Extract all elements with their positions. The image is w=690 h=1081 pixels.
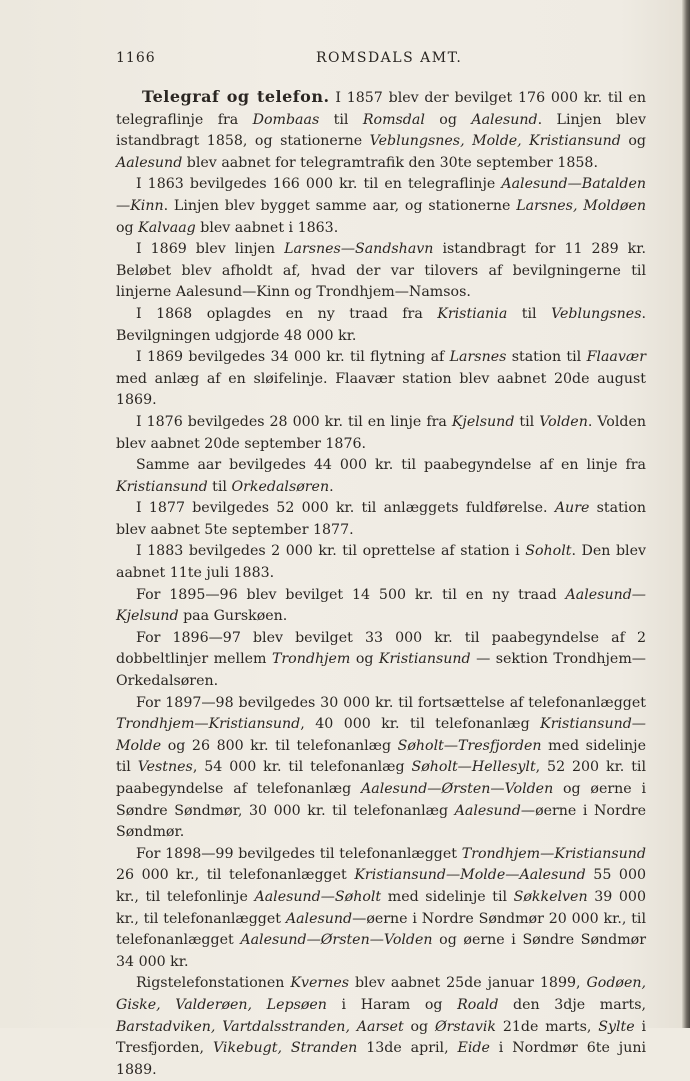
text-run: 13de april, xyxy=(357,1040,458,1057)
text-run: paa Gurskøen. xyxy=(178,608,288,625)
italic-place-name: Dombaas xyxy=(252,111,320,128)
text-run: i Nordmør 6te juni 1889. xyxy=(116,1040,647,1078)
text-run: 26 000 kr., til telefonanlægget xyxy=(116,867,355,884)
running-head: ROMSDALS AMT. xyxy=(316,50,463,66)
text-run: For 1897—98 bevilgedes 30 000 kr. til fortsættelse af telefonanlægget xyxy=(136,694,646,711)
italic-place-name: Aalesund xyxy=(454,802,521,819)
text-run: og 26 800 kr. til telefonanlæg xyxy=(161,737,398,754)
italic-place-name: Romsdal xyxy=(362,111,425,128)
italic-place-name: Kristiansund—Molde—Aalesund xyxy=(354,867,586,884)
paragraph xyxy=(116,412,646,455)
text-run: blev aabnet for telegramtrafik den 30te september 1858. xyxy=(182,154,598,171)
italic-place-name: Aalesund—Ørsten—Volden xyxy=(240,932,433,949)
text-run: med anlæg af en sløifelinje. Flaavær station blev aabnet 20de august 1869. xyxy=(116,370,646,409)
text-run: i Haram og xyxy=(326,996,458,1013)
text-run: . Den blev aabnet 11te juli 1883. xyxy=(116,543,646,582)
italic-place-name: Larsnes—Sandshavn xyxy=(284,241,434,258)
paragraph xyxy=(116,844,646,974)
italic-place-name: Aure xyxy=(554,500,590,517)
text-run: og øerne i Søndre Søndmør, 30 000 kr. til telefonanlæg xyxy=(116,781,646,819)
italic-place-name: Vestnes xyxy=(137,759,193,776)
paragraph xyxy=(116,86,646,174)
text-run: til xyxy=(207,478,232,495)
paragraph xyxy=(116,628,646,693)
text-run: , 52 200 kr. til paabegyndelse af telefonanlæg xyxy=(116,759,646,797)
text-run: . xyxy=(329,478,334,495)
italic-place-name: Sylte xyxy=(598,1018,635,1035)
text-run: I 1857 blev der bevilget 176 000 kr. til en telegraflinje fra xyxy=(116,90,646,128)
text-run: til xyxy=(319,111,363,128)
text-run: Rigstelefonstationen xyxy=(136,975,291,992)
text-run: og xyxy=(403,1018,435,1035)
text-run: . Linjen blev bygget samme aar, og stationerne xyxy=(163,197,517,214)
italic-place-name: Kjelsund xyxy=(451,413,515,430)
text-run: Samme aar bevilgedes 44 000 kr. til paabegyndelse af en linje fra xyxy=(136,457,646,474)
paragraph xyxy=(116,347,646,412)
italic-place-name: Søholt—Hellesylt xyxy=(411,759,536,776)
text-run: . Linjen blev istandbragt 1858, og stationerne xyxy=(116,111,646,150)
text-run: —øerne i Nordre Søndmør 20 000 kr., til telefonanlægget xyxy=(116,910,646,949)
text-run: istandbragt for 11 289 kr. Beløbet blev afholdt af, hvad der var tilovers af bevilgningerne til linjerne Aalesund—Kinn og Trondhjem—Namsos. xyxy=(116,241,646,301)
italic-place-name: Søkkelven xyxy=(513,888,588,905)
italic-place-name: Kristiansund xyxy=(116,478,208,495)
text-run: med sidelinje til xyxy=(116,737,646,776)
italic-place-name: Søholt—Tresfjorden xyxy=(397,737,542,754)
italic-place-name: Orkedalsøren xyxy=(231,478,330,495)
text-run: I 1868 oplagdes en ny traad fra xyxy=(136,305,438,322)
text-run: blev aabnet i 1863. xyxy=(195,219,339,236)
text-run: I 1869 bevilgedes 34 000 kr. til flytning af xyxy=(136,349,450,366)
text-run: 39 000 kr., til telefonanlægget xyxy=(116,888,646,927)
text-run: For 1896—97 blev bevilget 33 000 kr. til paabegyndelse af 2 dobbeltlinjer mellem xyxy=(116,629,646,668)
section-title: Telegraf og telefon. xyxy=(142,87,330,106)
italic-place-name: Kristiania xyxy=(437,305,508,322)
paragraph xyxy=(116,585,646,628)
text-run: — sektion Trondhjem—Orkedalsøren. xyxy=(116,651,646,690)
italic-place-name: Godøen, Giske, Valderøen, Lepsøen xyxy=(116,975,647,1013)
italic-place-name: Larsnes, Moldøen xyxy=(516,197,646,214)
italic-place-name: Kristiansund xyxy=(378,651,471,668)
paragraph xyxy=(116,304,646,347)
text-run: den 3dje marts, xyxy=(498,996,646,1013)
paragraph xyxy=(116,174,646,239)
page-header xyxy=(116,50,636,72)
paragraph xyxy=(116,541,646,584)
italic-place-name: Aalesund—Batalden—Kinn xyxy=(116,176,646,214)
italic-place-name: Soholt xyxy=(525,543,572,560)
italic-place-name: Trondhjem—Kristiansund xyxy=(461,845,646,862)
page-number: 1166 xyxy=(116,50,156,66)
italic-place-name: Veblungsnes, Molde, Kristiansund xyxy=(369,133,621,150)
body-text xyxy=(116,86,646,1081)
text-run: For 1898—99 bevilgedes til telefonanlægget xyxy=(136,845,462,862)
text-run: —øerne i Nordre Søndmør. xyxy=(116,802,647,841)
text-run: og xyxy=(424,111,472,128)
text-run: blev aabnet 25de januar 1899, xyxy=(349,975,587,992)
text-run: og øerne i Søndre Søndmør 34 000 kr. xyxy=(116,932,646,970)
italic-place-name: Kalvaag xyxy=(138,219,196,236)
italic-place-name: Barstadviken, Vartdalsstranden, Aarset xyxy=(116,1018,404,1035)
text-run: til xyxy=(507,305,552,322)
italic-place-name: Roald xyxy=(457,996,499,1013)
italic-place-name: Aalesund—Kjelsund xyxy=(116,586,646,625)
text-run: og xyxy=(116,219,139,236)
italic-place-name: Aalesund xyxy=(471,111,538,128)
italic-place-name: Kristiansund—Molde xyxy=(116,716,646,754)
italic-place-name: Vikebugt, Stranden xyxy=(212,1040,358,1057)
paragraph xyxy=(116,973,646,1081)
paragraph xyxy=(116,693,646,844)
italic-place-name: Ørstavik xyxy=(434,1018,496,1035)
text-run: I 1877 bevilgedes 52 000 kr. til anlæggets fuldførelse. xyxy=(136,500,555,517)
text-run: til xyxy=(514,413,540,430)
text-run: og xyxy=(350,651,379,668)
text-run: I 1876 bevilgedes 28 000 kr. til en linje fra xyxy=(136,413,452,430)
italic-place-name: Aalesund xyxy=(116,154,183,171)
italic-place-name: Trondhjem xyxy=(271,651,351,668)
text-run: . Bevilgningen udgjorde 48 000 kr. xyxy=(116,305,646,344)
text-run: I 1883 bevilgedes 2 000 kr. til oprettelse af station i xyxy=(136,543,526,560)
text-run: For 1895—96 blev bevilget 14 500 kr. til en ny traad xyxy=(136,586,566,603)
page-edge xyxy=(682,0,690,1028)
text-run: I 1863 bevilgedes 166 000 kr. til en telegraflinje xyxy=(136,176,502,193)
paragraph xyxy=(116,455,646,498)
italic-place-name: Veblungsnes xyxy=(551,305,642,322)
text-run: . Volden blev aabnet 20de september 1876. xyxy=(116,413,646,452)
italic-place-name: Aalesund—Søholt xyxy=(254,888,382,905)
text-run: , 40 000 kr. til telefonanlæg xyxy=(300,716,541,733)
paragraph xyxy=(116,498,646,541)
text-run: I 1869 blev linjen xyxy=(136,241,285,258)
italic-place-name: Kvernes xyxy=(290,975,349,992)
italic-place-name: Eide xyxy=(457,1040,490,1057)
italic-place-name: Larsnes xyxy=(449,349,507,366)
text-run: 55 000 kr., til telefonlinje xyxy=(116,867,646,905)
text-run: 21de marts, xyxy=(495,1018,599,1035)
italic-place-name: Aalesund—Ørsten—Volden xyxy=(361,781,554,797)
italic-place-name: Trondhjem—Kristiansund xyxy=(116,716,301,733)
italic-place-name: Volden xyxy=(539,413,588,430)
text-run: i Tresfjorden, xyxy=(116,1018,646,1057)
text-run: station til xyxy=(506,349,587,366)
text-run: , 54 000 kr. til telefonanlæg xyxy=(192,759,412,776)
text-run: med sidelinje til xyxy=(381,888,514,905)
paragraph xyxy=(116,239,646,304)
text-run: station blev aabnet 5te september 1877. xyxy=(116,500,646,538)
italic-place-name: Flaavær xyxy=(586,349,646,366)
text-run: og xyxy=(620,133,646,150)
italic-place-name: Aalesund xyxy=(285,910,353,927)
